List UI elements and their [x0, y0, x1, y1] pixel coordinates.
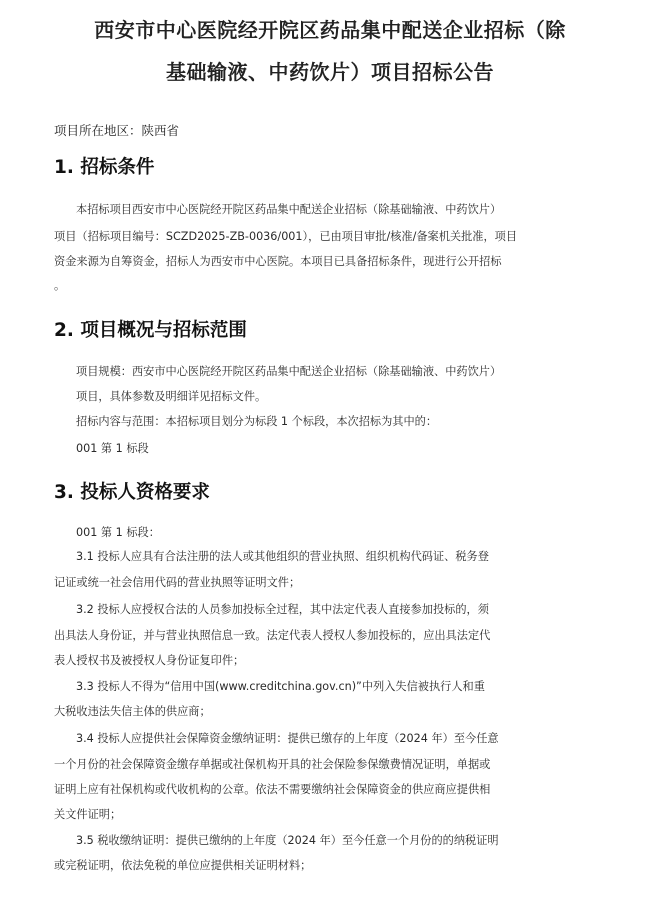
section-1-line: 。 — [54, 279, 66, 292]
section-3-line: 记证或统一社会信用代码的营业执照等证明文件； — [54, 576, 301, 589]
section-3-line: 3.1 投标人应具有合法注册的法人或其他组织的营业执照、组织机构代码证、税务登 — [76, 550, 489, 563]
section-3-line: 出具法人身份证，并与营业执照信息一致。法定代表人授权人参加投标的，应出具法定代 — [54, 629, 491, 642]
section-3-line: 001 第 1 标段： — [76, 526, 160, 539]
title-line-2: 基础输液、中药饮片）项目招标公告 — [166, 60, 494, 84]
title-line-1: 西安市中心医院经开院区药品集中配送企业招标（除 — [94, 18, 566, 42]
section-3-line: 3.3 投标人不得为“信用中国(www.creditchina.gov.cn)”中列入失信被执行人和重 — [76, 680, 485, 693]
section-heading-2: 2. 项目概况与招标范围 — [54, 320, 247, 341]
section-3-line: 大税收违法失信主体的供应商； — [54, 705, 211, 718]
section-3-line: 关文件证明； — [54, 808, 122, 821]
section-1-line: 资金来源为自筹资金，招标人为西安市中心医院。本项目已具备招标条件，现进行公开招标 — [54, 255, 502, 268]
project-region: 项目所在地区：陕西省 — [54, 123, 180, 138]
section-3-line: 3.4 投标人应提供社会保障资金缴纳证明：提供已缴存的上年度（2024 年）至今任意 — [76, 732, 499, 745]
section-3-line: 表人授权书及被授权人身份证复印件； — [54, 654, 245, 667]
section-3-line: 一个月份的社会保障资金缴存单据或社保机构开具的社会保险参保缴费情况证明，单据或 — [54, 758, 491, 771]
section-heading-3: 3. 投标人资格要求 — [54, 482, 210, 503]
section-3-line: 或完税证明，依法免税的单位应提供相关证明材料； — [54, 859, 312, 872]
section-1-line: 项目（招标项目编号：SCZD2025-ZB-0036/001），已由项目审批/核准/备案机关批准，项目 — [54, 230, 518, 243]
section-3-line: 3.2 投标人应授权合法的人员参加投标全过程，其中法定代表人直接参加投标的，须 — [76, 603, 489, 616]
section-2-line: 001 第 1 标段 — [76, 442, 149, 455]
section-3-line: 3.5 税收缴纳证明：提供已缴纳的上年度（2024 年）至今任意一个月份的的纳税证明 — [76, 834, 499, 847]
section-heading-1: 1. 招标条件 — [54, 157, 155, 178]
section-3-line: 证明上应有社保机构或代收机构的公章。依法不需要缴纳社会保障资金的供应商应提供相 — [54, 783, 491, 796]
section-2-line: 招标内容与范围：本招标项目划分为标段 1 个标段，本次招标为其中的： — [76, 415, 438, 428]
section-2-line: 项目规模：西安市中心医院经开院区药品集中配送企业招标（除基础输液、中药饮片） — [76, 365, 502, 378]
section-2-line: 项目，具体参数及明细详见招标文件。 — [76, 390, 267, 403]
section-1-line: 本招标项目西安市中心医院经开院区药品集中配送企业招标（除基础输液、中药饮片） — [76, 203, 502, 216]
